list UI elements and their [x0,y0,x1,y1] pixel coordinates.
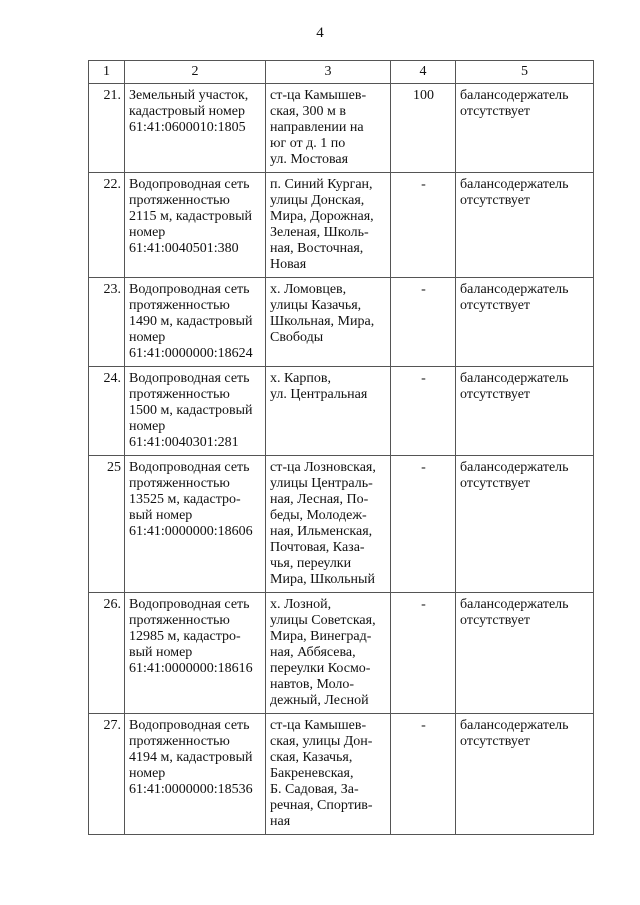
object-name-cell-line: кадастровый номер [129,104,245,119]
object-name-cell-line: 61:41:0000000:18536 [129,782,253,797]
row-number-cell: 27. [89,714,125,835]
object-name-cell-line: Водопроводная сеть [129,177,250,192]
object-name-cell-line: Водопроводная сеть [129,460,250,475]
object-name-cell-line: 61:41:0040501:380 [129,241,239,256]
balance-holder-cell [456,593,594,714]
object-name-cell-line: протяженностью [129,298,230,313]
object-name-cell-line: номер [129,766,166,781]
object-name-cell-line: 4194 м, кадастровый [129,750,253,765]
location-cell-line: Б. Садовая, За- [270,782,359,797]
object-name-cell-line: Водопроводная сеть [129,718,250,733]
balance-holder-cell-line: отсутствует [460,476,531,491]
location-cell-line: навтов, Моло- [270,677,355,692]
location-cell-line: направлении на [270,120,364,135]
balance-holder-cell [456,456,594,593]
table-row [89,456,594,593]
area-value-cell: - [391,173,456,278]
column-header-1: 1 [89,61,125,84]
object-name-cell-line: 61:41:0600010:1805 [129,120,246,135]
object-name-cell-line: протяженностью [129,613,230,628]
location-cell [266,84,391,173]
balance-holder-cell [456,278,594,367]
object-name-cell-line: вый номер [129,508,193,523]
location-cell-line: речная, Спортив- [270,798,373,813]
object-name-cell [125,367,266,456]
balance-holder-cell-line: отсутствует [460,387,531,402]
location-cell-line: Новая [270,257,307,272]
object-name-cell [125,593,266,714]
location-cell-line: ст-ца Камышев- [270,718,367,733]
location-cell-line: х. Карпов, [270,371,331,386]
location-cell-line: ская, Казачья, [270,750,353,765]
area-value-cell: - [391,367,456,456]
balance-holder-cell-line: балансодержатель [460,460,569,475]
location-cell-line: Мира, Винеград- [270,629,372,644]
object-name-cell [125,714,266,835]
table-row [89,278,594,367]
table-body [89,84,594,835]
object-name-cell-line: 13525 м, кадастро- [129,492,241,507]
area-value-cell: - [391,278,456,367]
balance-holder-cell-line: балансодержатель [460,597,569,612]
object-name-cell-line: протяженностью [129,476,230,491]
object-name-cell-line: 61:41:0000000:18624 [129,346,253,361]
area-value-cell: - [391,714,456,835]
location-cell-line: Школьная, Мира, [270,314,375,329]
location-cell-line: ная, Восточная, [270,241,364,256]
location-cell-line: х. Лозной, [270,597,332,612]
balance-holder-cell-line: отсутствует [460,298,531,313]
object-name-cell-line: вый номер [129,645,193,660]
location-cell [266,278,391,367]
location-cell-line: улицы Советская, [270,613,376,628]
area-value-cell: - [391,456,456,593]
location-cell-line: х. Ломовцев, [270,282,347,297]
location-cell-line: ул. Мостовая [270,152,349,167]
object-name-cell-line: Земельный участок, [129,88,249,103]
location-cell-line: Мира, Школьный [270,572,375,587]
object-name-cell-line: Водопроводная сеть [129,282,250,297]
row-number-cell: 23. [89,278,125,367]
object-name-cell-line: 2115 м, кадастровый [129,209,252,224]
table-row [89,173,594,278]
location-cell-line: дежный, Лесной [270,693,369,708]
table-row [89,367,594,456]
balance-holder-cell-line: балансодержатель [460,88,569,103]
location-cell-line: Свободы [270,330,324,345]
location-cell-line: улицы Донская, [270,193,365,208]
location-cell [266,593,391,714]
property-registry-table [88,60,594,835]
page-number: 4 [316,25,324,41]
object-name-cell-line: номер [129,330,166,345]
row-number-cell: 22. [89,173,125,278]
location-cell-line: ул. Центральная [270,387,368,402]
location-cell-line: ская, 300 м в [270,104,346,119]
location-cell-line: ст-ца Камышев- [270,88,367,103]
location-cell-line: чья, переулки [270,556,352,571]
location-cell-line: ная, Лесная, По- [270,492,369,507]
object-name-cell-line: номер [129,419,166,434]
balance-holder-cell-line: балансодержатель [460,177,569,192]
object-name-cell [125,278,266,367]
location-cell-line: ская, улицы Дон- [270,734,373,749]
row-number-cell: 24. [89,367,125,456]
location-cell-line: ст-ца Лозновская, [270,460,376,475]
object-name-cell-line: 61:41:0040301:281 [129,435,239,450]
object-name-cell-line: протяженностью [129,193,230,208]
table-row [89,593,594,714]
location-cell-line: улицы Централь- [270,476,373,491]
balance-holder-cell [456,367,594,456]
column-header-3: 3 [266,61,391,84]
balance-holder-cell-line: отсутствует [460,193,531,208]
object-name-cell-line: 61:41:0000000:18616 [129,661,253,676]
object-name-cell-line: 1500 м, кадастровый [129,403,253,418]
location-cell-line: Мира, Дорожная, [270,209,374,224]
object-name-cell [125,84,266,173]
balance-holder-cell-line: отсутствует [460,104,531,119]
location-cell-line: п. Синий Курган, [270,177,373,192]
location-cell-line: беды, Молодеж- [270,508,367,523]
balance-holder-cell-line: балансодержатель [460,371,569,386]
area-value-cell: 100 [391,84,456,173]
balance-holder-cell [456,714,594,835]
table-row [89,714,594,835]
balance-holder-cell [456,173,594,278]
table-row [89,84,594,173]
location-cell-line: Зеленая, Школь- [270,225,369,240]
location-cell-line: Бакреневская, [270,766,354,781]
object-name-cell-line: Водопроводная сеть [129,597,250,612]
location-cell-line: ная [270,814,291,829]
location-cell [266,714,391,835]
column-header-5: 5 [456,61,594,84]
location-cell [266,173,391,278]
object-name-cell-line: 1490 м, кадастровый [129,314,253,329]
location-cell-line: улицы Казачья, [270,298,362,313]
object-name-cell [125,456,266,593]
balance-holder-cell-line: отсутствует [460,734,531,749]
location-cell-line: юг от д. 1 по [270,136,346,151]
location-cell-line: ная, Аббясева, [270,645,356,660]
column-header-4: 4 [391,61,456,84]
object-name-cell-line: номер [129,225,166,240]
row-number-cell: 26. [89,593,125,714]
balance-holder-cell [456,84,594,173]
location-cell-line: Почтовая, Каза- [270,540,365,555]
object-name-cell-line: протяженностью [129,387,230,402]
location-cell [266,456,391,593]
column-header-2: 2 [125,61,266,84]
balance-holder-cell-line: балансодержатель [460,718,569,733]
object-name-cell-line: протяженностью [129,734,230,749]
object-name-cell-line: 61:41:0000000:18606 [129,524,253,539]
location-cell [266,367,391,456]
location-cell-line: ная, Ильменская, [270,524,373,539]
balance-holder-cell-line: балансодержатель [460,282,569,297]
row-number-cell: 21. [89,84,125,173]
balance-holder-cell-line: отсутствует [460,613,531,628]
row-number-cell: 25 [89,456,125,593]
object-name-cell [125,173,266,278]
area-value-cell: - [391,593,456,714]
object-name-cell-line: Водопроводная сеть [129,371,250,386]
table-header-row [89,61,594,84]
location-cell-line: переулки Космо- [270,661,371,676]
object-name-cell-line: 12985 м, кадастро- [129,629,241,644]
